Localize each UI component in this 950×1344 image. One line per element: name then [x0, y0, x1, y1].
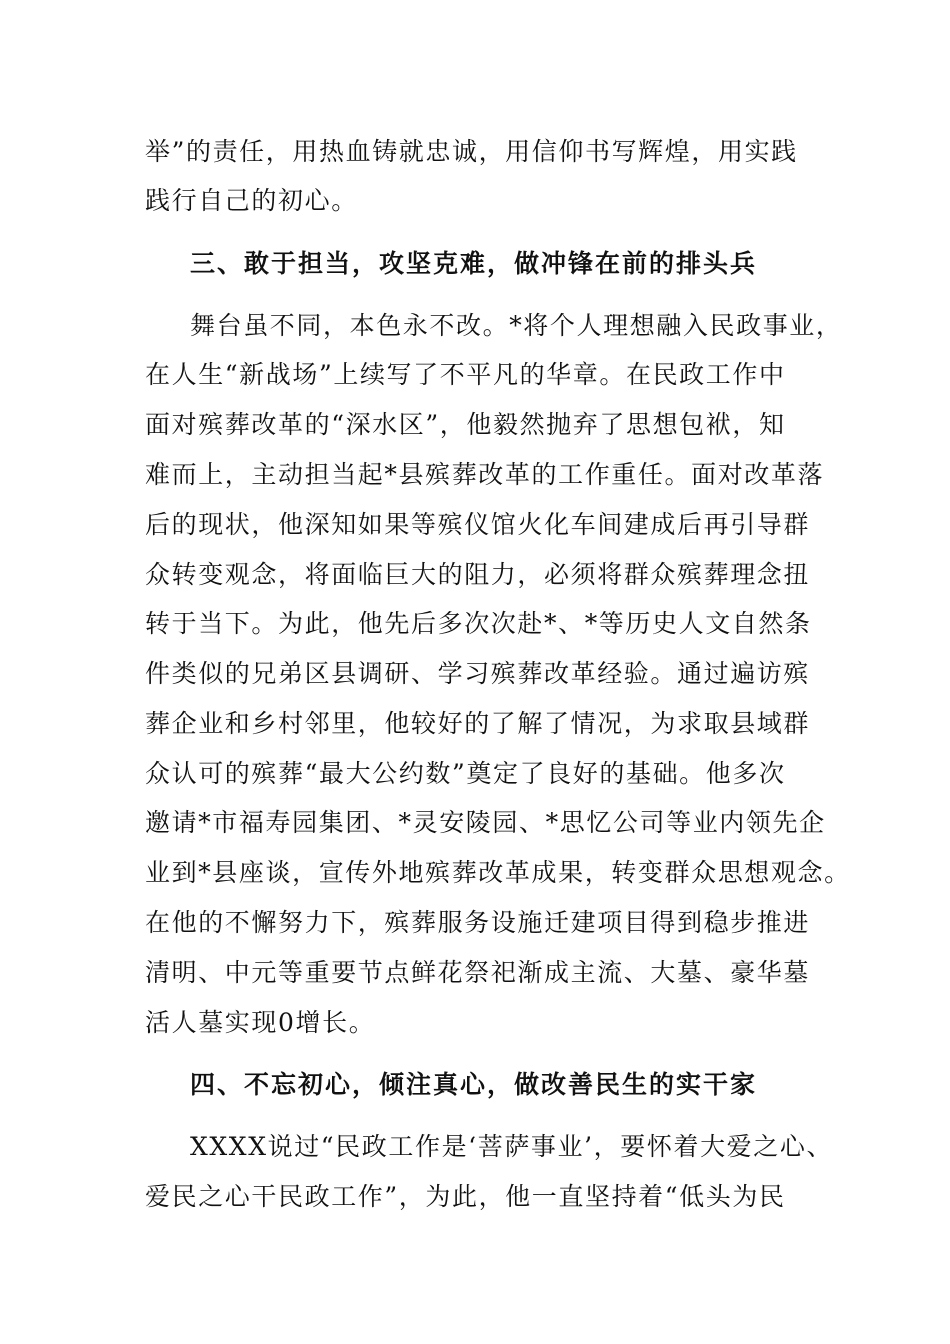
body-text-line: 清明、中元等重要节点鲜花祭祀渐成主流、大墓、豪华墓: [145, 958, 811, 987]
body-text-line: XXXX说过“民政工作是‘菩萨事业’，要怀着大爱之心、: [190, 1132, 834, 1161]
body-text-line: 在人生“新战场”上续写了不平凡的华章。在民政工作中: [145, 360, 786, 389]
body-text-line: 舞台虽不同，本色永不改。*将个人理想融入民政事业，: [190, 311, 843, 340]
body-text-line: 面对殡葬改革的“深水区”，他毅然抛弃了思想包袱，知: [145, 410, 786, 439]
body-text-line: 举”的责任，用热血铸就忠诚，用信仰书写辉煌，用实践: [145, 137, 798, 166]
body-text-line: 难而上，主动担当起*县殡葬改革的工作重任。面对改革落: [145, 460, 825, 489]
body-text-line: 在他的不懈努力下，殡葬服务设施迁建项目得到稳步推进: [145, 908, 811, 937]
body-text-line: 葬企业和乡村邻里，他较好的了解了情况，为求取县域群: [145, 709, 811, 738]
body-text-line: 爱民之心干民政工作”，为此，他一直坚持着“低头为民: [145, 1182, 786, 1211]
body-text-line: 践行自己的初心。: [145, 186, 358, 215]
body-text-line: 活人墓实现0增长。: [145, 1008, 376, 1037]
body-text-line: 邀请*市福寿园集团、*灵安陵园、*思忆公司等业内领先企: [145, 808, 826, 837]
body-text-line: 众转变观念，将面临巨大的阻力，必须将群众殡葬理念扭: [145, 560, 811, 589]
body-text-line: 后的现状，他深知如果等殡仪馆火化车间建成后再引导群: [145, 510, 811, 539]
body-text-line: 众认可的殡葬“最大公约数”奠定了良好的基础。他多次: [145, 759, 786, 788]
body-text-line: 件类似的兄弟区县调研、学习殡葬改革经验。通过遍访殡: [145, 659, 811, 688]
body-text-line: 业到*县座谈，宣传外地殡葬改革成果，转变群众思想观念。: [145, 858, 851, 887]
section-heading: 三、敢于担当，攻坚克难，做冲锋在前的排头兵: [190, 249, 758, 278]
section-heading: 四、不忘初心，倾注真心，做改善民生的实干家: [190, 1070, 758, 1099]
body-text-line: 转于当下。为此，他先后多次次赴*、*等历史人文自然条: [145, 609, 812, 638]
